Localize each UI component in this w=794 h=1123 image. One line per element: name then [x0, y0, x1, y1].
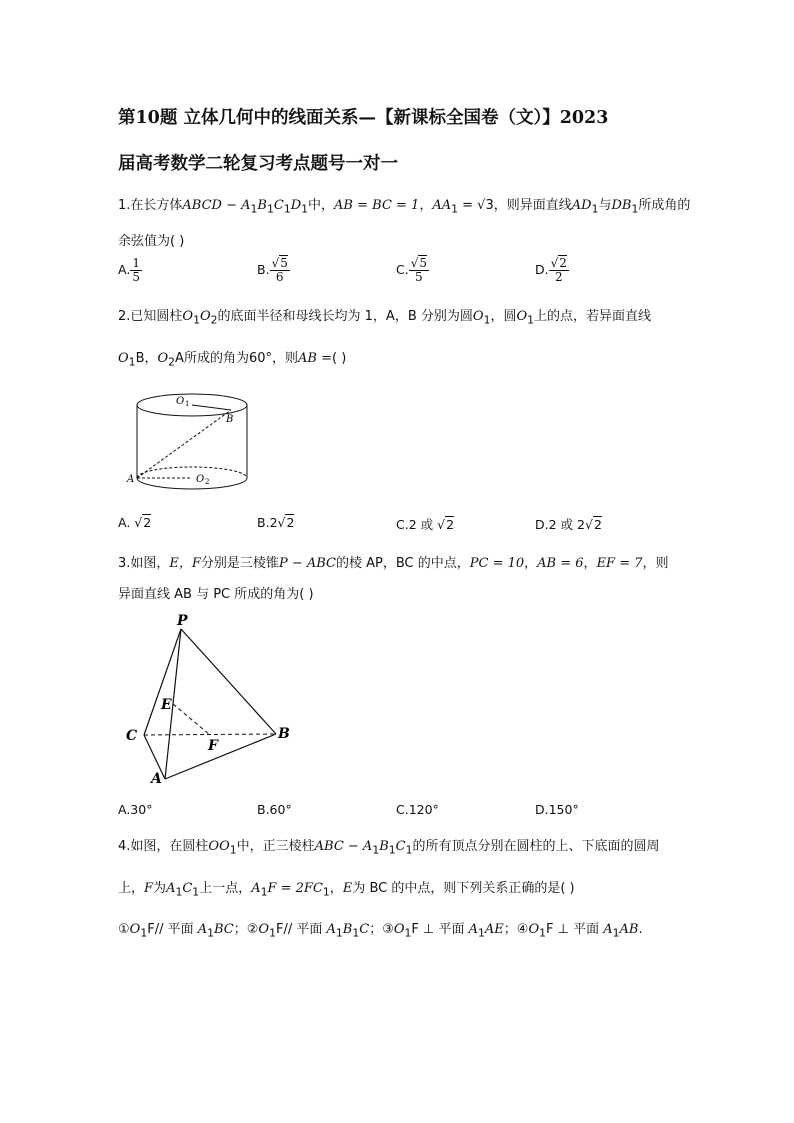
- q1-option-a[interactable]: A. $\frac{1}{5}$: [118, 256, 140, 284]
- q3-option-d[interactable]: D.150°: [535, 802, 579, 817]
- label-b: B: [226, 414, 234, 425]
- q2-stem-line2: $O_1B$，$O_2A$所成的角为60°，则AB =( ): [118, 351, 347, 369]
- label-o1: O: [176, 396, 185, 407]
- q2-option-c[interactable]: C.2 或 √2: [396, 517, 455, 532]
- q1-stem: 1.在长方体ABCD − $A_1B_1C_1D_1$中，AB = BC = 1，$AA_1 = √3$，则异面直线$AD_1$与$DB_1$所成角的: [118, 198, 691, 216]
- label-e: E: [161, 697, 172, 713]
- q2-stem: 2.已知圆柱$O_1O_2$的底面半径和母线长均为 1，A，B 分别为圆$O_1$，圆$O_1$上的点，若异面直线: [118, 309, 652, 327]
- q3-option-a[interactable]: A.30°: [118, 802, 153, 817]
- label-f: F: [208, 738, 218, 754]
- q3-stem-line2: 异面直线 AB 与 PC 所成的角为( ): [118, 587, 314, 602]
- page-title: 第10题 立体几何中的线面关系—【新课标全国卷（文）】2023: [118, 108, 609, 128]
- q1-option-b[interactable]: B. $\frac{√5}{6}$: [257, 256, 288, 284]
- svg-text:1: 1: [185, 400, 190, 408]
- q2-cylinder-figure: [118, 383, 258, 493]
- q1-stem-line2: 余弦值为( ): [118, 234, 185, 249]
- label-b: B: [278, 726, 290, 742]
- label-a: A: [127, 474, 135, 485]
- label-c: C: [126, 728, 138, 744]
- label-p: P: [177, 613, 188, 629]
- page-subtitle: 届高考数学二轮复习考点题号一对一: [118, 154, 398, 174]
- label-a: A: [151, 771, 162, 787]
- q2-option-d[interactable]: D.2 或 2√2: [535, 517, 602, 532]
- svg-text:2: 2: [205, 478, 210, 486]
- q1-option-c[interactable]: C. $\frac{√5}{5}$: [396, 256, 427, 284]
- q3-option-c[interactable]: C.120°: [396, 802, 439, 817]
- q1-option-d[interactable]: D. $\frac{√2}{2}$: [535, 256, 567, 284]
- q3-stem: 3.如图，E，F分别是三棱锥P − ABC的棱 AP，BC 的中点，PC = 10，AB = 6，EF = 7，则: [118, 556, 669, 571]
- q4-statements: $①O_1F//$ 平面 $A_1BC$；$②O_1F//$ 平面 $A_1B_1C$；$③O_1F$ ⊥ 平面 $A_1AE$；$④O_1F$ ⊥ 平面 $A_1AB$.: [118, 922, 643, 940]
- q4-stem-line2: 上，F为$A_1C_1$上一点，$A_1F = 2FC_1$，E为 BC 的中点，则下列关系正确的是( ): [118, 881, 575, 899]
- q2-option-b[interactable]: B.2√2: [257, 515, 295, 530]
- q4-stem: 4.如图，在圆柱$OO_1$中，正三棱柱ABC − $A_1B_1C_1$的所有顶点分别在圆柱的上、下底面的圆周: [118, 839, 660, 857]
- label-o2: O: [196, 474, 205, 485]
- q3-pyramid-figure: [118, 607, 303, 787]
- q2-option-a[interactable]: A. √2: [118, 515, 152, 530]
- q3-option-b[interactable]: B.60°: [257, 802, 292, 817]
